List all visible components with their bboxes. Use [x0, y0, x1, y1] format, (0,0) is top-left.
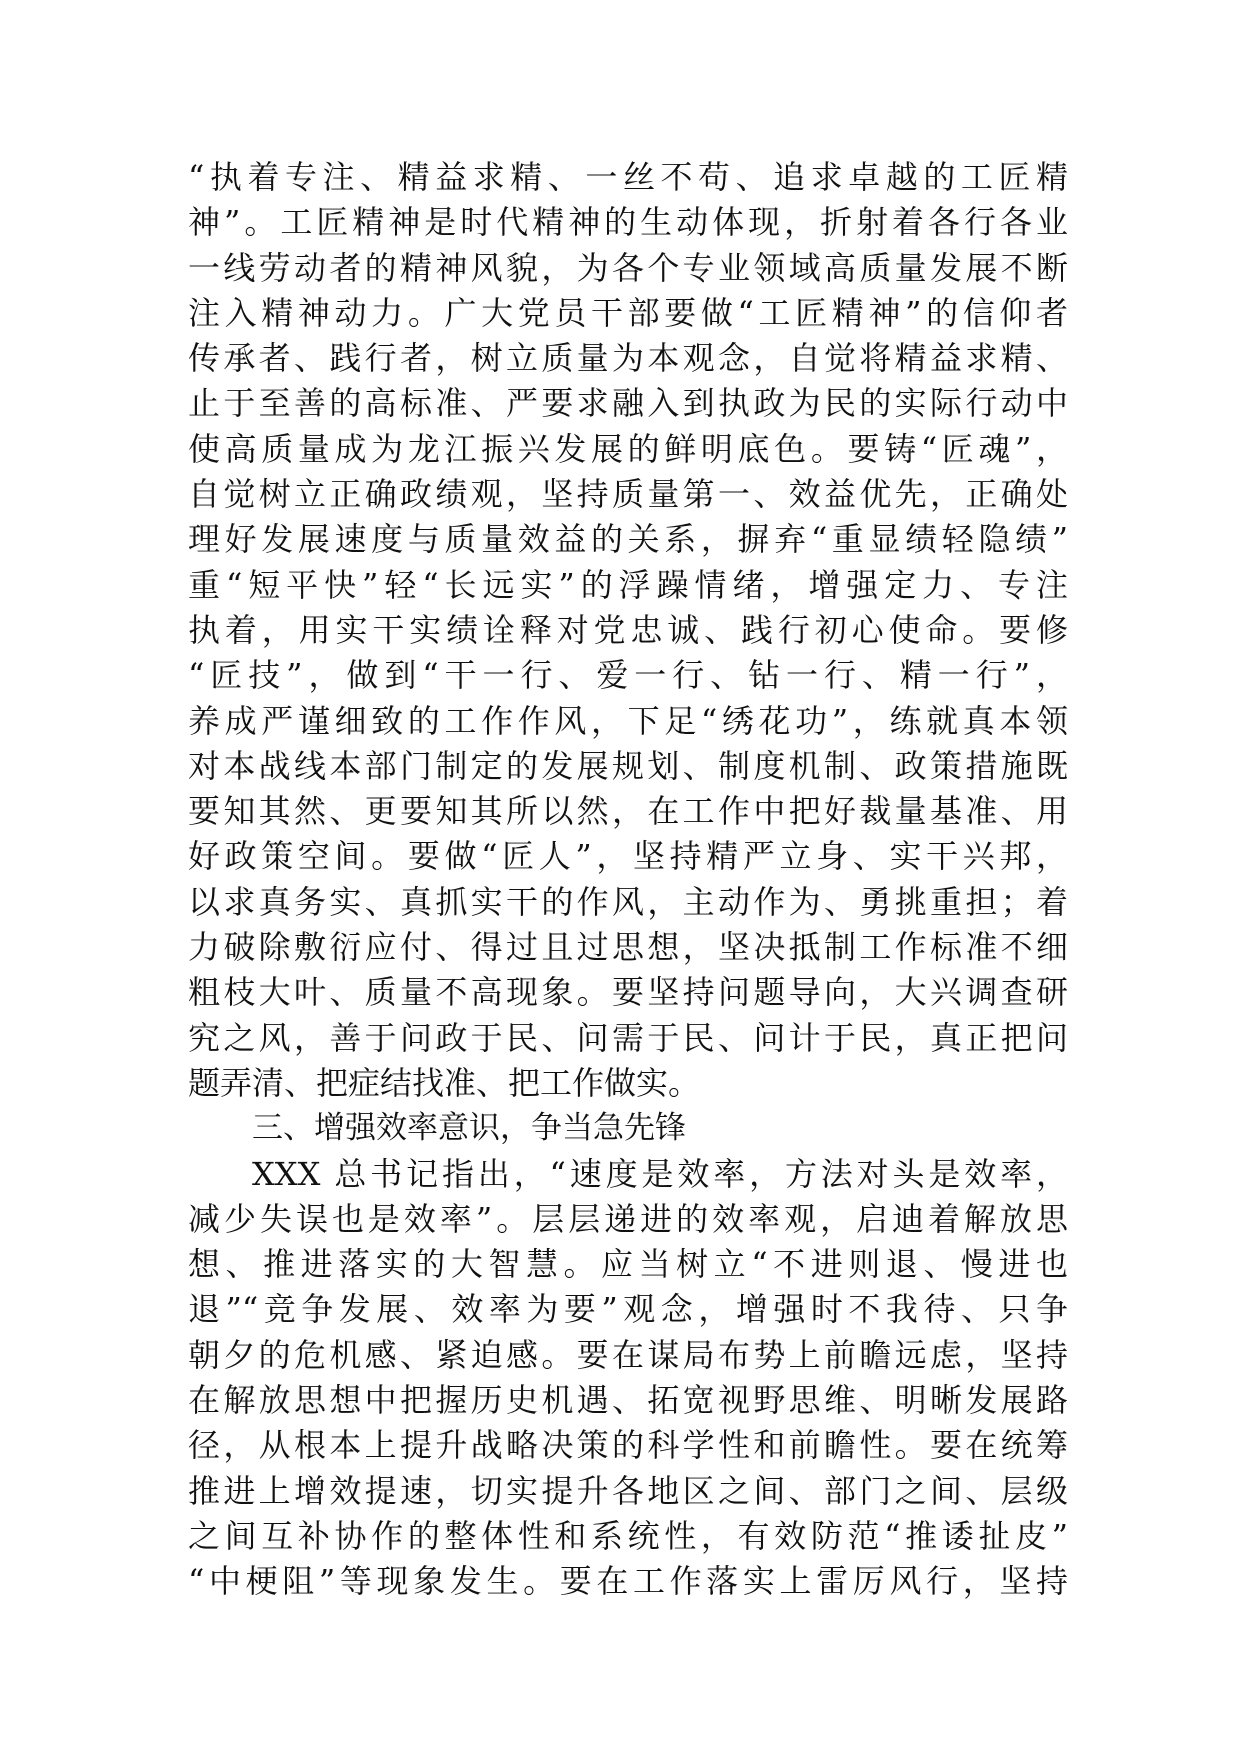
text-line: 止于至善的高标准、严要求融入到执政为民的实际行动中 [188, 384, 1068, 423]
text-line: 养成严谨细致的工作作风，下足“绣花功”，练就真本领 [188, 701, 1068, 740]
text-line: 题弄清、把症结找准、把工作做实。 [188, 1063, 701, 1102]
paragraph-craftsman-spirit [188, 155, 1068, 1106]
text-line: 好政策空间。要做“匠人”，坚持精严立身、实干兴邦， [188, 837, 1068, 876]
text-line: “中梗阻”等现象发生。要在工作落实上雷厉风行，坚持 [188, 1562, 1068, 1601]
document-body [188, 155, 1068, 1605]
text-line: 神”。工匠精神是时代精神的生动体现，折射着各行各业 [188, 203, 1068, 242]
text-line: 使高质量成为龙江振兴发展的鲜明底色。要铸“匠魂”， [188, 429, 1068, 468]
section-heading: 三、增强效率意识，争当急先锋 [252, 1110, 686, 1147]
text-line: 对本战线本部门制定的发展规划、制度机制、政策措施既 [188, 746, 1068, 785]
text-line: 力破除敷衍应付、得过且过思想，坚决抵制工作标准不细 [188, 928, 1068, 967]
text-line: 减少失误也是效率”。层层递进的效率观，启迪着解放思 [188, 1199, 1068, 1238]
text-line: 重“短平快”轻“长远实”的浮躁情绪，增强定力、专注 [188, 565, 1068, 604]
text-line: 退”“竞争发展、效率为要”观念，增强时不我待、只争 [188, 1290, 1068, 1329]
text-line: 自觉树立正确政绩观，坚持质量第一、效益优先，正确处 [188, 475, 1068, 514]
paragraph-efficiency [188, 1152, 1068, 1605]
text-line: 究之风，善于问政于民、问需于民、问计于民，真正把问 [188, 1018, 1068, 1057]
text-line: 在解放思想中把握历史机遇、拓宽视野思维、明晰发展路 [188, 1381, 1068, 1420]
text-line: XXX 总书记指出，“速度是效率，方法对头是效率， [252, 1154, 1068, 1193]
text-line: “匠技”，做到“干一行、爱一行、钻一行、精一行”， [188, 656, 1068, 695]
text-line: 想、推进落实的大智慧。应当树立“不进则退、慢进也 [188, 1245, 1068, 1284]
text-line: 径，从根本上提升战略决策的科学性和前瞻性。要在统筹 [188, 1426, 1068, 1465]
text-line: 粗枝大叶、质量不高现象。要坚持问题导向，大兴调查研 [188, 973, 1068, 1012]
text-line: “执着专注、精益求精、一丝不苟、追求卓越的工匠精 [188, 158, 1068, 196]
text-line: 一线劳动者的精神风貌，为各个专业领域高质量发展不断 [188, 248, 1068, 287]
text-line: 要知其然、更要知其所以然，在工作中把好裁量基准、用 [188, 792, 1068, 831]
text-line: 以求真务实、真抓实干的作风，主动作为、勇挑重担；着 [188, 882, 1068, 921]
text-line: 执着，用实干实绩诠释对党忠诚、践行初心使命。要修 [188, 610, 1068, 649]
text-line: 注入精神动力。广大党员干部要做“工匠精神”的信仰者 [188, 293, 1068, 332]
text-line: 理好发展速度与质量效益的关系，摒弃“重显绩轻隐绩” [188, 520, 1068, 559]
text-line: 朝夕的危机感、紧迫感。要在谋局布势上前瞻远虑，坚持 [188, 1335, 1068, 1374]
text-line: 推进上增效提速，切实提升各地区之间、部门之间、层级 [188, 1471, 1068, 1510]
text-line: 传承者、践行者，树立质量为本观念，自觉将精益求精、 [188, 339, 1068, 378]
text-line: 之间互补协作的整体性和系统性，有效防范“推诿扯皮” [188, 1516, 1068, 1555]
